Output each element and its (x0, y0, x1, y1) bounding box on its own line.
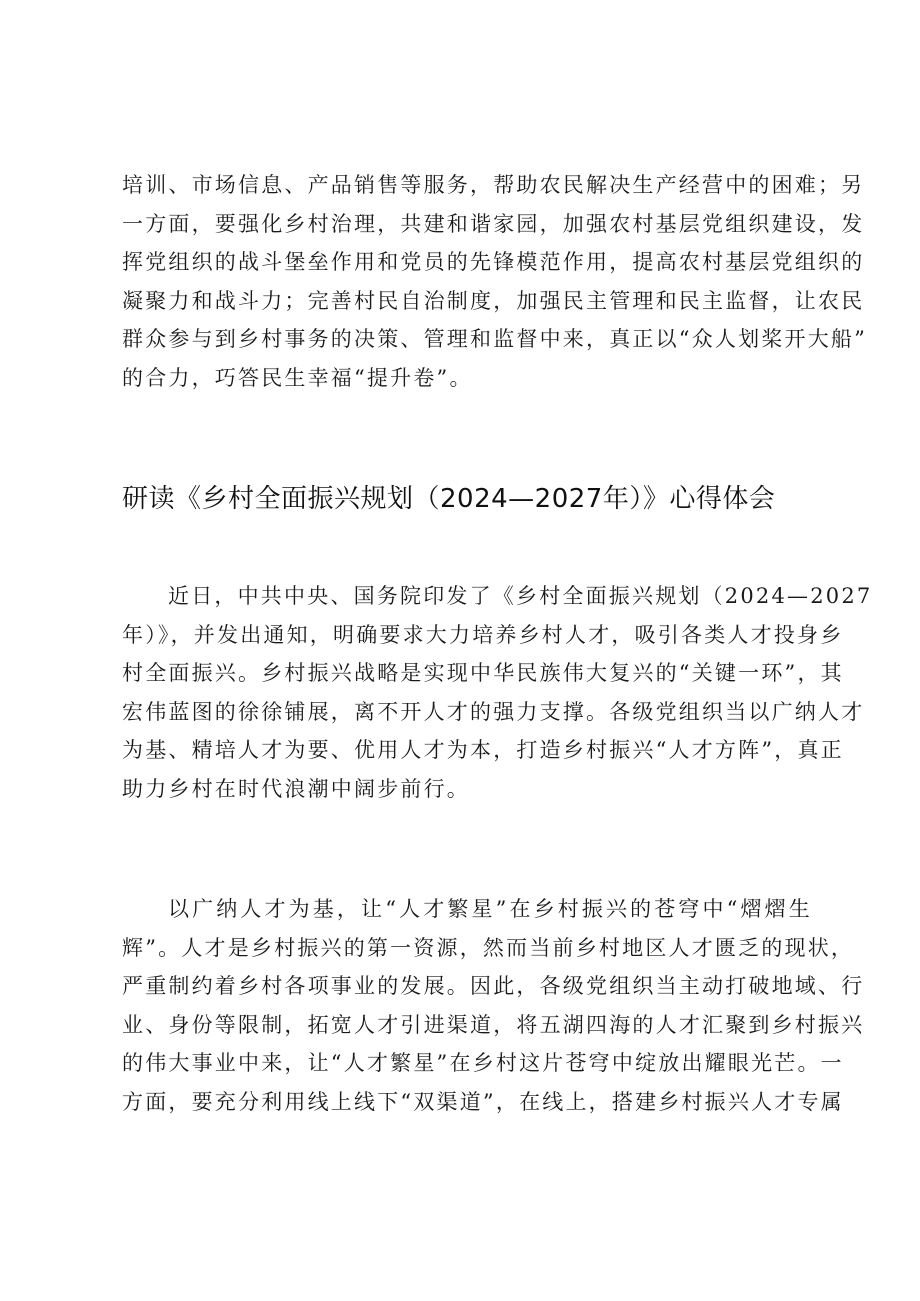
text-line: 凝聚力和战斗力；完善村民自治制度，加强民主管理和民主监督，让农民 (122, 288, 865, 313)
text-line: 严重制约着乡村各项事业的发展。因此，各级党组织当主动打破地域、行 (122, 974, 865, 998)
paragraph-talent (122, 890, 865, 1121)
text-line: 的伟大事业中来，让“人才繁星”在乡村这片苍穹中绽放出耀眼光芒。一 (122, 1051, 844, 1075)
text-line: 年）》，并发出通知，明确要求大力培养乡村人才，吸引各类人才投身乡 (122, 622, 844, 647)
text-line: 助力乡村在时代浪潮中阔步前行。 (122, 776, 470, 801)
text-line: 群众参与到乡村事务的决策、管理和监督中来，真正以“众人划桨开大船” (122, 327, 868, 351)
text-line: 一方面，要强化乡村治理，共建和谐家园，加强农村基层党组织建设，发 (122, 211, 865, 236)
text-line: 村全面振兴。乡村振兴战略是实现中华民族伟大复兴的“关键一环”，其 (122, 661, 844, 685)
text-line: 为基、精培人才为要、优用人才为本，打造乡村振兴“人才方阵”，真正 (122, 738, 844, 762)
text-line: 方面，要充分利用线上线下“双渠道”，在线上，搭建乡村振兴人才专属 (122, 1089, 844, 1114)
paragraph-continued (122, 166, 868, 397)
text-line: 近日，中共中央、国务院印发了《乡村全面振兴规划（2024—2027 (168, 584, 873, 608)
text-line: 辉”。人才是乡村振兴的第一资源，然而当前乡村地区人才匮乏的现状， (122, 935, 855, 960)
text-line: 的合力，巧答民生幸福“提升卷”。 (122, 365, 473, 390)
text-line: 以广纳人才为基，让“人才繁星”在乡村振兴的苍穹中“熠熠生 (168, 897, 812, 921)
paragraph-intro (122, 577, 873, 808)
text-line: 宏伟蓝图的徐徐铺展，离不开人才的强力支撑。各级党组织当以广纳人才 (122, 699, 865, 724)
text-line: 挥党组织的战斗堡垒作用和党员的先锋模范作用，提高农村基层党组织的 (122, 250, 865, 274)
article-heading: 研读《乡村全面振兴规划（2024—2027年）》心得体会 (122, 484, 776, 514)
text-line: 业、身份等限制，拓宽人才引进渠道，将五湖四海的人才汇聚到乡村振兴 (122, 1012, 865, 1037)
text-line: 培训、市场信息、产品销售等服务，帮助农民解决生产经营中的困难；另 (122, 173, 865, 197)
